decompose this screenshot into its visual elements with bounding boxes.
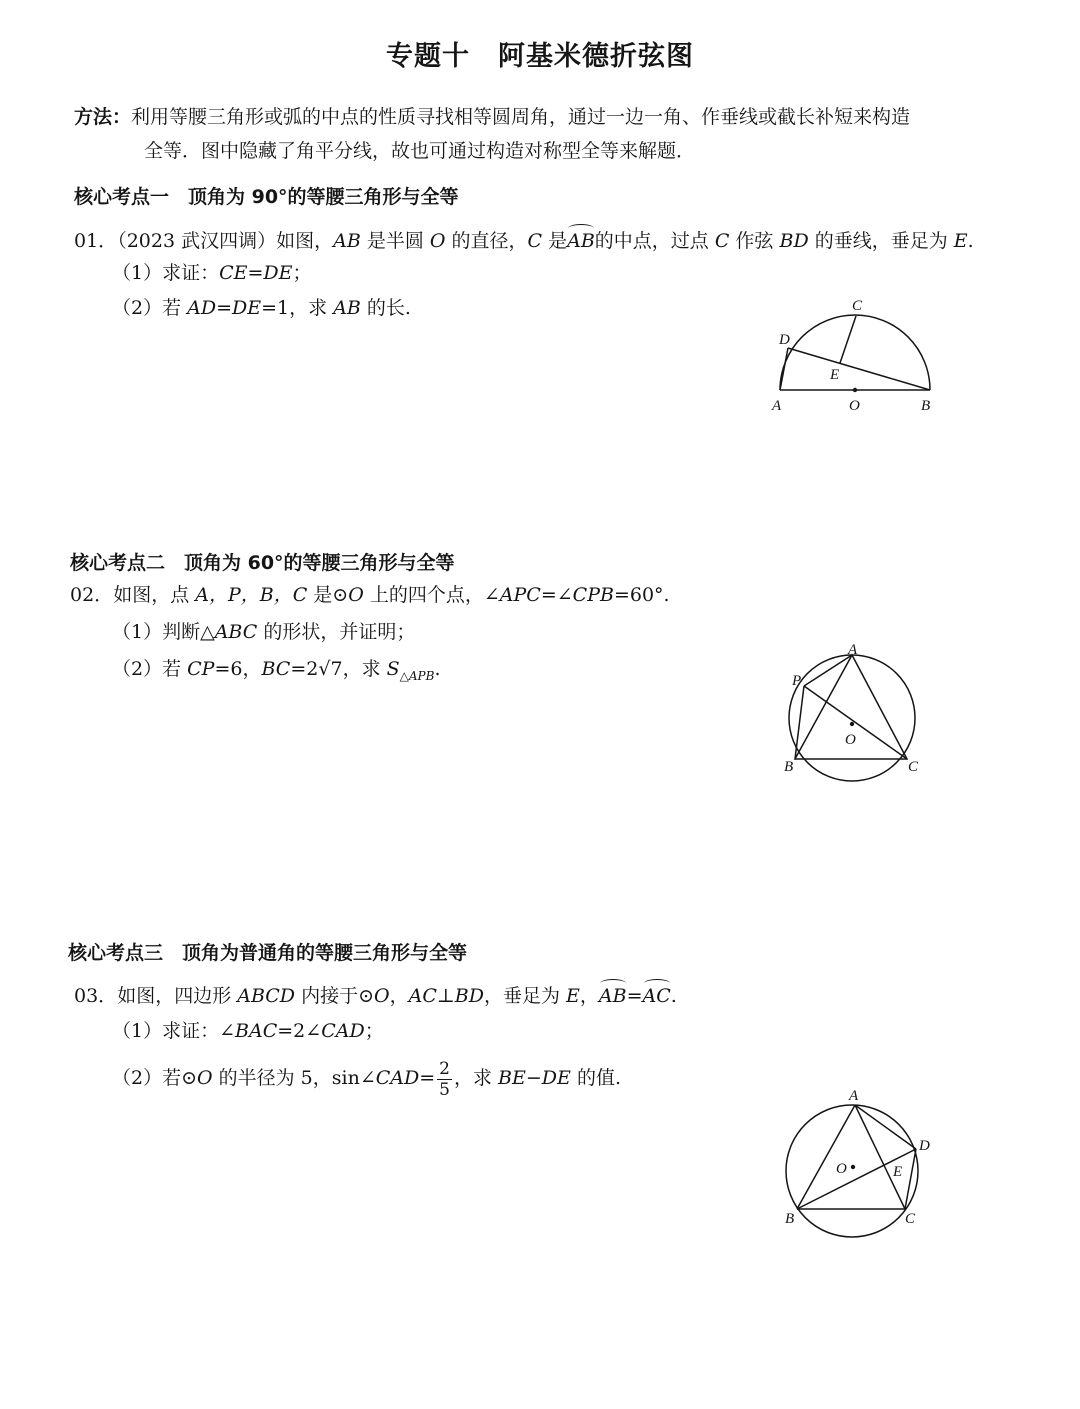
label-d: D <box>779 332 790 348</box>
label-b: B <box>785 1211 795 1227</box>
label-o: O <box>836 1161 847 1177</box>
problem-2-question-2: （2）若 CP=6，BC=2√7，求 $S_{\triangle APB}$. <box>112 658 441 683</box>
chord-ad <box>780 348 788 390</box>
section-heading-2: 核心考点二 顶角为 60°的等腰三角形与全等 <box>70 552 455 574</box>
arc-ac: AC <box>642 985 671 1007</box>
label-c: C <box>908 759 919 775</box>
problem-2-stem: 02．如图，点 A，P，B，C 是⊙O 上的四个点，∠APC=∠CPB=60°. <box>70 584 670 606</box>
center-dot <box>850 722 854 726</box>
segment-ce <box>840 316 856 363</box>
problem-1-stem: 01．（2023 武汉四调）如图，AB 是半圆 O 的直径，C 是AB的中点，过点 C 作弦 BD 的垂线，垂足为 E. <box>74 230 974 252</box>
section-heading-3: 核心考点三 顶角为普通角的等腰三角形与全等 <box>68 942 468 964</box>
chord-ad <box>855 1105 916 1149</box>
center-dot <box>851 1165 855 1169</box>
label-p: P <box>792 673 802 689</box>
problem-1-question-2: （2）若 AD=DE=1，求 AB 的长. <box>112 297 411 319</box>
chord-pb <box>795 686 804 759</box>
circle-o <box>789 655 915 781</box>
chord-pc <box>804 686 907 759</box>
problem-3-stem: 03．如图，四边形 ABCD 内接于⊙O，AC⊥BD，垂足为 E，AB=AC. <box>74 985 677 1007</box>
problem-3-question-1: （1）求证：∠BAC=2∠CAD； <box>112 1020 384 1042</box>
label-a: A <box>849 1088 859 1104</box>
label-e: E <box>893 1164 903 1180</box>
method-line-1 <box>74 104 910 130</box>
label-e: E <box>830 367 840 383</box>
center-dot <box>853 388 857 392</box>
label-d: D <box>919 1138 930 1154</box>
label-o: O <box>845 732 856 748</box>
chord-ab <box>797 1105 855 1209</box>
arc-ab: AB <box>598 985 627 1007</box>
figure-3-circle <box>775 1082 945 1242</box>
label-a: A <box>772 398 782 414</box>
method-line-2: 全等．图中隐藏了角平分线，故也可通过构造对称型全等来解题． <box>144 140 696 162</box>
problem-3-question-2: （2）若⊙O 的半径为 5，sin∠CAD= $\frac{2}{5}$ ，求 BE−DE 的值. <box>112 1058 621 1100</box>
label-c: C <box>905 1211 916 1227</box>
fraction-2-5: $\frac{2}{5}$ <box>439 1058 450 1100</box>
page-title: 专题十 阿基米德折弦图 <box>386 41 694 72</box>
method-label: 方法： <box>74 106 132 128</box>
problem-1-question-1: （1）求证：CE=DE； <box>112 262 312 284</box>
problem-2-question-1: （1）判断△ABC 的形状，并证明； <box>112 621 416 643</box>
figure-1-semicircle <box>760 290 950 420</box>
arc-ab: AB <box>567 230 595 252</box>
chord-ac <box>855 1105 905 1209</box>
label-a: A <box>848 642 858 658</box>
section-heading-1: 核心考点一 顶角为 90°的等腰三角形与全等 <box>74 186 459 208</box>
method-text-1: 利用等腰三角形或弧的中点的性质寻找相等圆周角，通过一边一角、作垂线或截长补短来构造 <box>131 106 911 128</box>
label-b: B <box>784 759 794 775</box>
label-o: O <box>849 398 860 414</box>
label-c: C <box>852 298 863 314</box>
figure-2-circle <box>775 640 935 785</box>
chord-bd <box>788 348 930 390</box>
label-b: B <box>921 398 931 414</box>
